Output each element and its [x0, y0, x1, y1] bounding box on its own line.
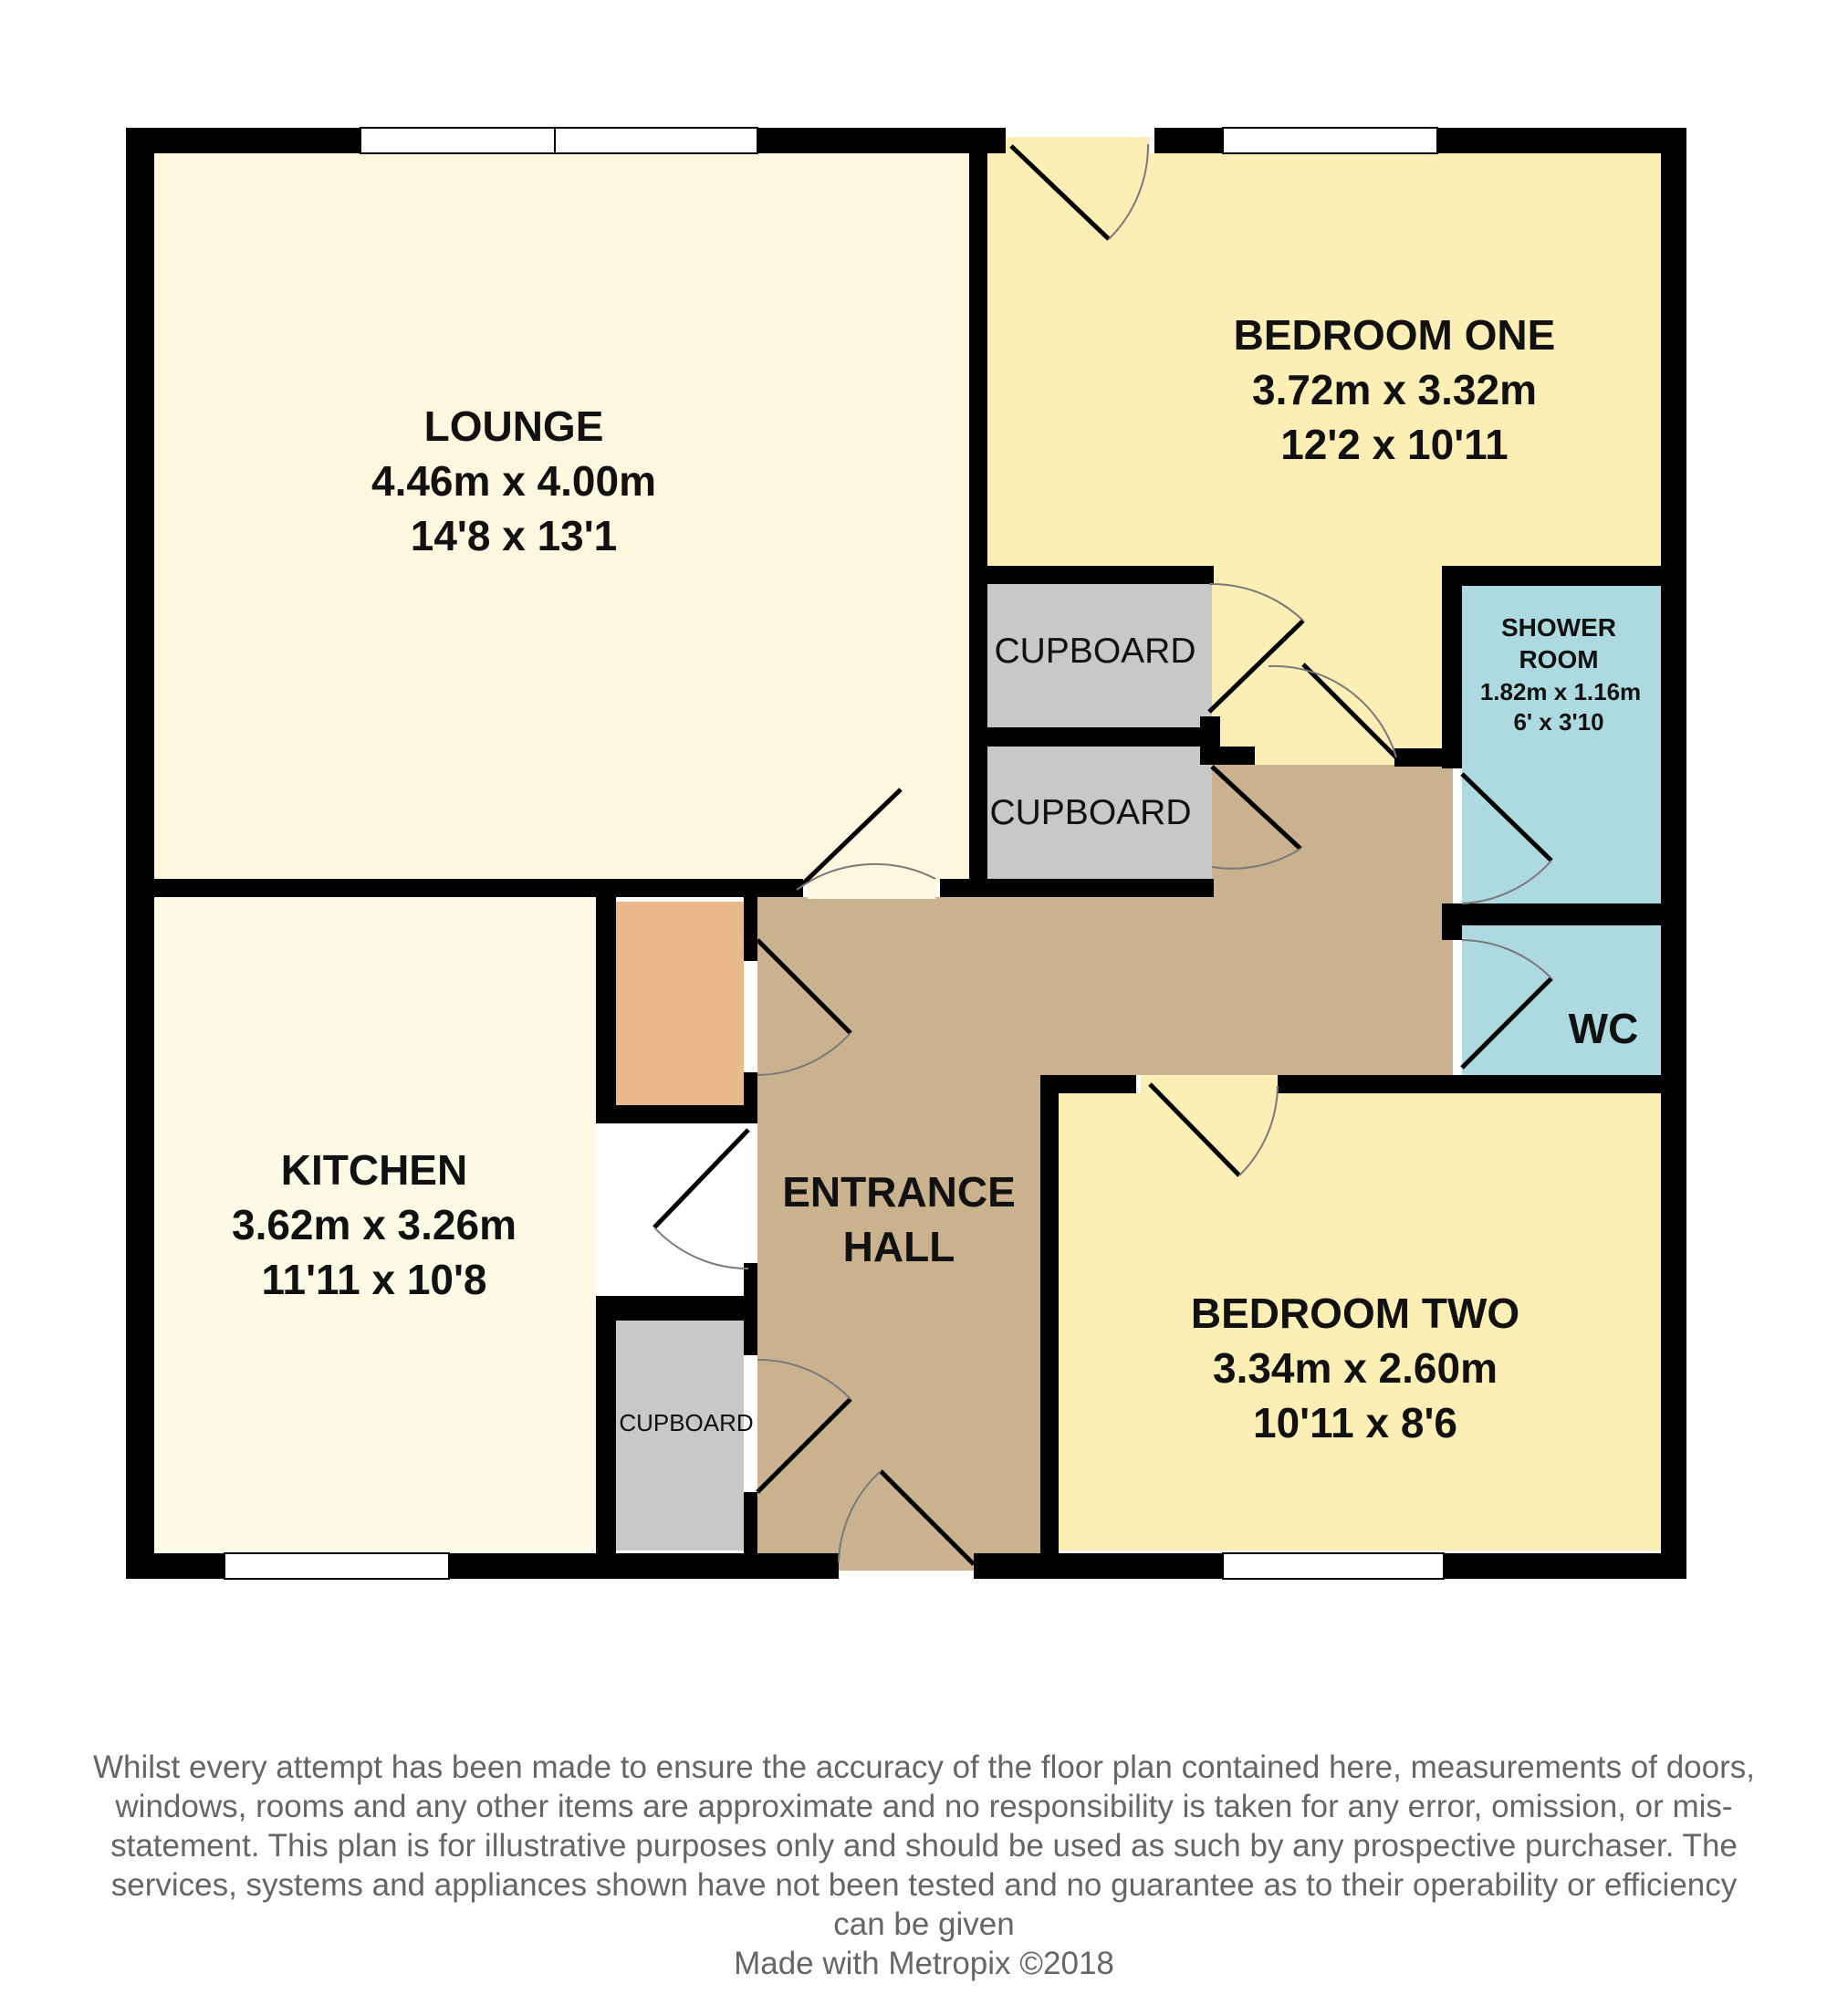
lounge-metric: 4.46m x 4.00m — [371, 457, 657, 505]
lounge-door-opening — [808, 876, 935, 899]
bedroom-two-name: BEDROOM TWO — [1190, 1290, 1520, 1337]
shower-room-metric: 1.82m x 1.16m — [1479, 678, 1642, 705]
bedroom-one-metric: 3.72m x 3.32m — [1251, 366, 1538, 413]
store-floor — [616, 902, 744, 1105]
kitchen-window — [224, 1553, 449, 1579]
cupboard-upper-label: CUPBOARD — [994, 632, 1196, 671]
wc-floor — [1462, 925, 1661, 1075]
cupboard-lower-label: CUPBOARD — [989, 793, 1192, 832]
bedroom-one-imperial: 12'2 x 10'11 — [1280, 421, 1509, 468]
bedroom-one-door-opening — [1004, 137, 1150, 173]
shower-room-line1: SHOWER — [1501, 613, 1616, 642]
bedroom-one-lower-floor — [1212, 569, 1453, 765]
lounge-window — [360, 128, 555, 153]
lounge-name: LOUNGE — [423, 402, 604, 450]
entrance-hall-line2: HALL — [842, 1223, 955, 1270]
shower-room-line2: ROOM — [1519, 645, 1599, 674]
bedroom-two-window — [1223, 1553, 1444, 1579]
bedroom-one-window — [1223, 128, 1437, 153]
entrance-hall-line1: ENTRANCE — [782, 1168, 1016, 1216]
bedroom-two-metric: 3.34m x 2.60m — [1212, 1344, 1498, 1392]
disclaimer-text: Whilst every attempt has been made to ensure the accuracy of the floor plan contained here, measurements of doors, windows, rooms and any other items are approximate and no responsibility is taken for any error, omission, or mis-statement. This plan is for illustrative purposes only and should be used as such by any prospective purchaser. The services, systems and appliances shown have not been tested and no guarantee as to their operability or efficiency can be given — [93, 1749, 1755, 1942]
made-with-credit: Made with Metropix ©2018 — [734, 1946, 1114, 1981]
cupboard-hall-label: CUPBOARD — [619, 1409, 754, 1436]
shower-room-imperial: 6' x 3'10 — [1513, 708, 1604, 736]
bedroom-one-name: BEDROOM ONE — [1233, 311, 1556, 359]
lounge-imperial: 14'8 x 13'1 — [410, 512, 618, 559]
lounge-window-2 — [555, 128, 757, 153]
kitchen-imperial: 11'11 x 10'8 — [261, 1256, 487, 1303]
kitchen-metric: 3.62m x 3.26m — [231, 1201, 517, 1248]
wc-name: WC — [1568, 1005, 1639, 1052]
kitchen-name: KITCHEN — [280, 1146, 468, 1194]
bedroom-two-imperial: 10'11 x 8'6 — [1253, 1399, 1457, 1446]
